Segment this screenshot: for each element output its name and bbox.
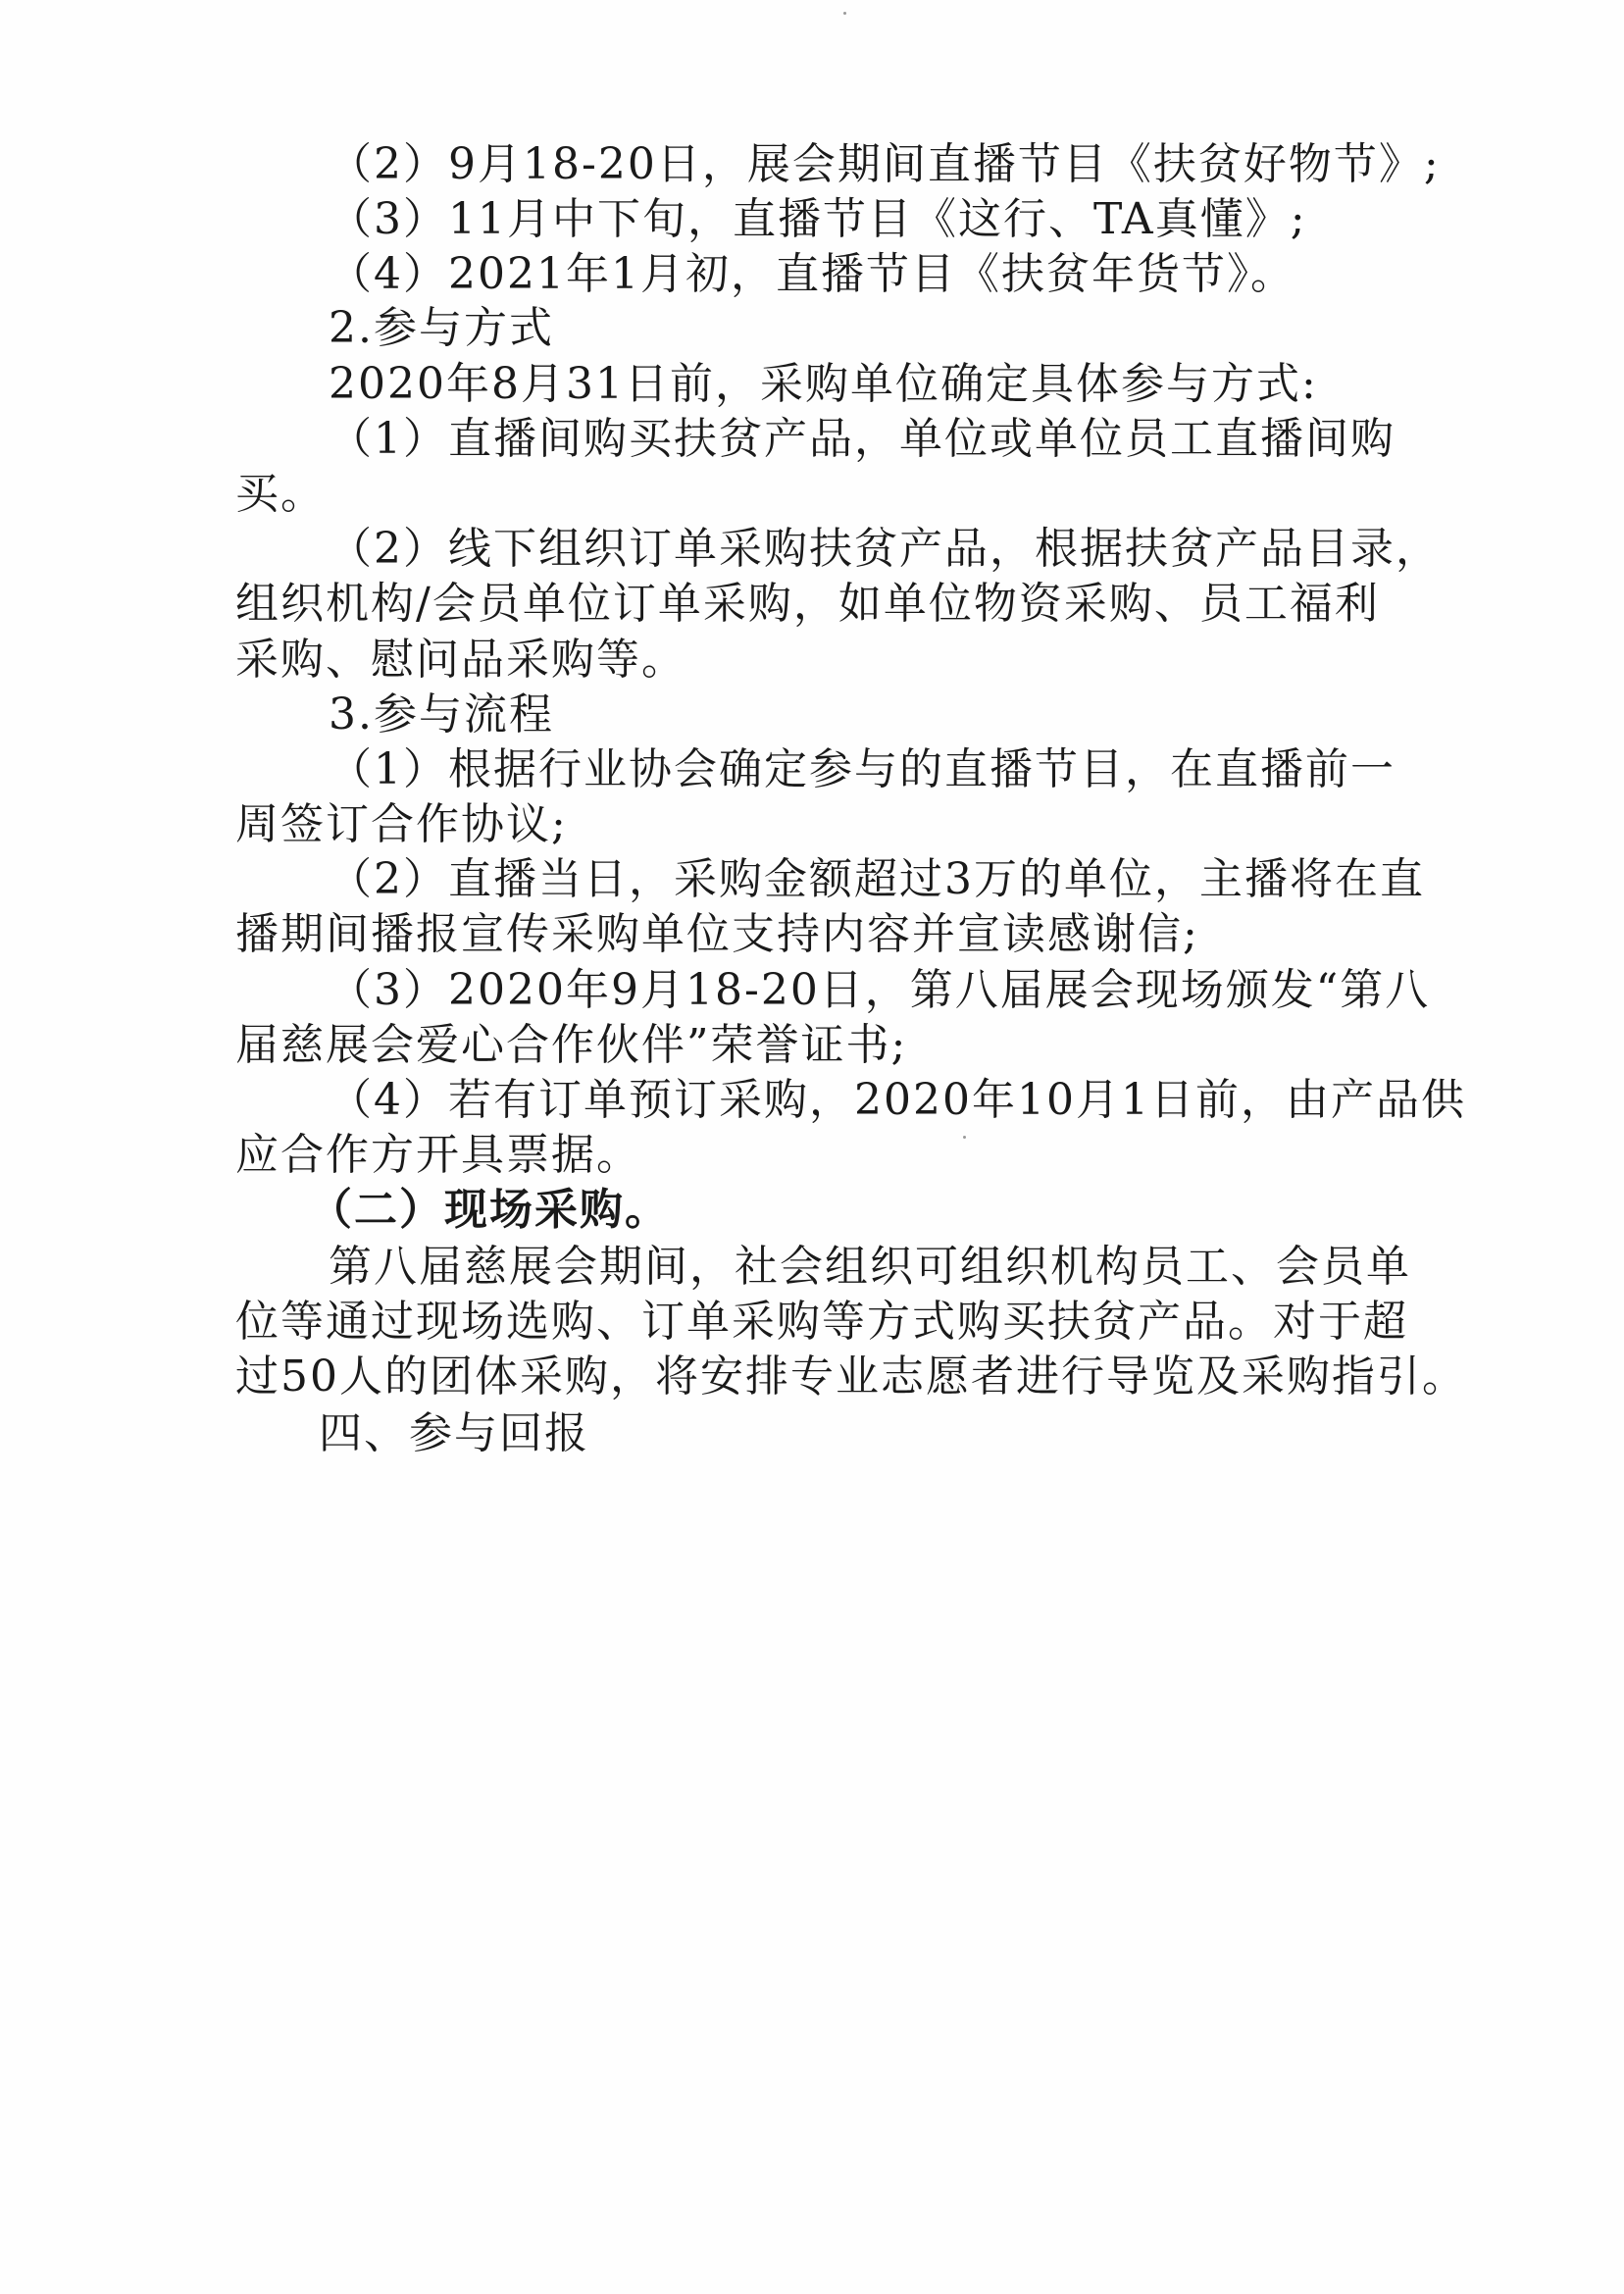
paragraph-line: （1）直播间购买扶贫产品，单位或单位员工直播间购: [329, 414, 1396, 464]
paragraph-line: 播期间播报宣传采购单位支持内容并宣读感谢信;: [235, 909, 1199, 959]
paragraph-line: （4）若有订单预订采购，2020年10月1日前，由产品供: [329, 1075, 1466, 1125]
scan-speck: [843, 12, 846, 15]
paragraph-line: 第八届慈展会期间，社会组织可组织机构员工、会员单: [329, 1242, 1411, 1292]
section-heading: 2.参与方式: [329, 303, 554, 353]
section-heading: 3.参与流程: [329, 689, 554, 739]
paragraph-line: 买。: [235, 469, 326, 519]
paragraph-line: （1）根据行业协会确定参与的直播节目，在直播前一: [329, 744, 1396, 794]
paragraph-line: （2）9月18-20日，展会期间直播节目《扶贫好物节》;: [329, 139, 1441, 189]
paragraph-line: （4）2021年1月初，直播节目《扶贫年货节》。: [329, 249, 1295, 299]
paragraph-line: 组织机构/会员单位订单采购，如单位物资采购、员工福利: [235, 579, 1380, 629]
subsection-heading: （二）现场采购。: [309, 1185, 670, 1235]
scan-speck: [963, 1136, 966, 1139]
paragraph-line: 应合作方开具票据。: [235, 1130, 641, 1180]
section-heading: 四、参与回报: [319, 1408, 589, 1458]
paragraph-line: 过50人的团体采购，将安排专业志愿者进行导览及采购指引。: [235, 1351, 1467, 1402]
paragraph-line: （2）线下组织订单采购扶贫产品，根据扶贫产品目录，: [329, 524, 1441, 574]
paragraph-line: （3）2020年9月18-20日，第八届展会现场颁发“第八: [329, 965, 1431, 1015]
paragraph-line: 2020年8月31日前，采购单位确定具体参与方式:: [329, 359, 1318, 409]
paragraph-line: （3）11月中下旬，直播节目《这行、TA真懂》;: [329, 194, 1307, 244]
paragraph-line: 位等通过现场选购、订单采购等方式购买扶贫产品。对于超: [235, 1297, 1408, 1347]
paragraph-line: 周签订合作协议;: [235, 799, 568, 849]
paragraph-line: 届慈展会爱心合作伙伴”荣誉证书;: [235, 1020, 908, 1070]
paragraph-line: 采购、慰问品采购等。: [235, 635, 686, 685]
paragraph-line: （2）直播当日，采购金额超过3万的单位，主播将在直: [329, 854, 1425, 904]
